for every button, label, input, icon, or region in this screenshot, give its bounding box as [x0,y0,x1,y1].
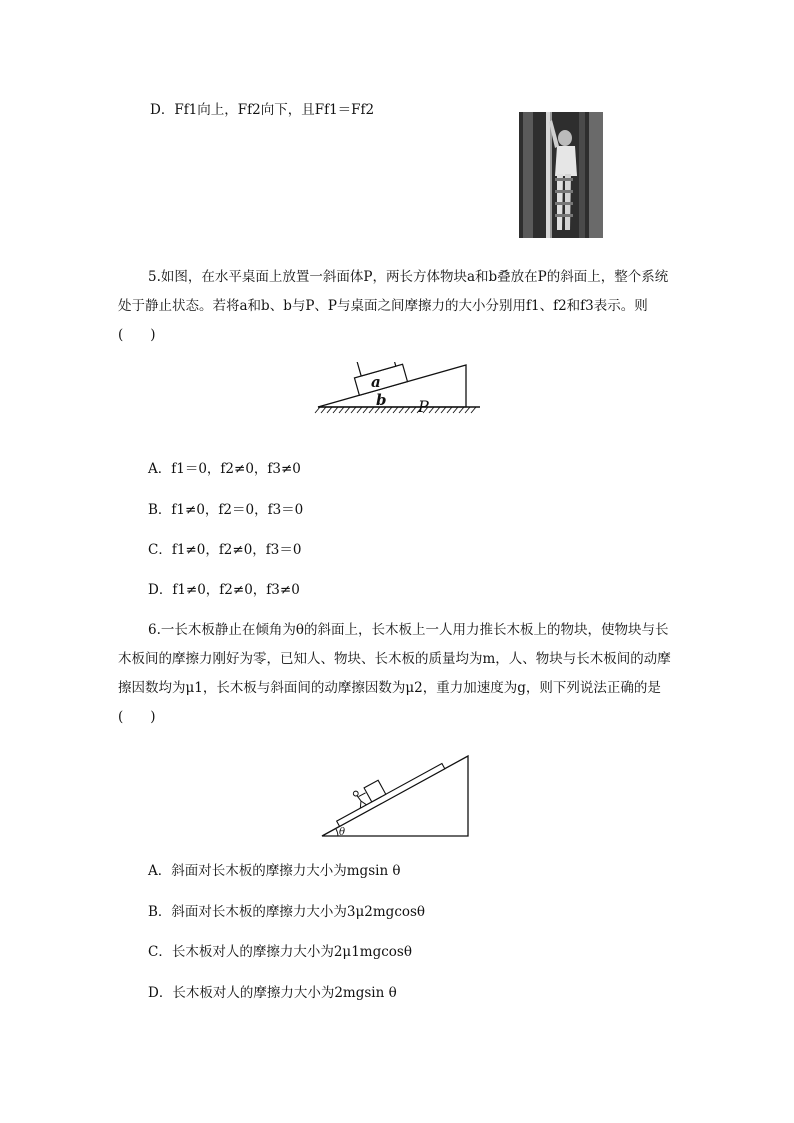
q6-option-b: B．斜面对长木板的摩擦力大小为3μ2mgcosθ [148,904,426,920]
long-board [337,764,445,827]
label-p: P [418,397,429,414]
q5-option-b: B．f1≠0，f2＝0，f3＝0 [148,502,304,518]
climber-image [519,112,603,238]
q6-option-a: A．斜面对长木板的摩擦力大小为mgsin θ [148,863,401,879]
q5-option-d: D．f1≠0，f2≠0，f3≠0 [148,582,300,598]
label-b: b [376,391,387,409]
q6-option-c: C．长木板对人的摩擦力大小为2μ1mgcosθ [148,944,412,960]
q5-option-a: A．f1＝0，f2≠0，f3≠0 [148,461,301,477]
q6-stem: 6.一长木板静止在倾角为θ的斜面上，长木板上一人用力推长木板上的物块，使物块与长木板间的摩擦力刚好为零，已知人、物块、长木板的质量均为m，人、物块与长木板间的动摩擦因数均为μ1，长木板与斜面间的动摩擦因数为μ2，重力加速度为g，则下列说法正确的是( ) [118,622,671,725]
q5-incline-diagram [310,362,485,414]
q4-option-d: D．Ff1向上，Ff2向下，且Ff1＝Ff2 [150,102,375,118]
q6-incline-diagram [318,752,474,842]
climber-photo [519,112,603,238]
label-a: a [371,373,381,391]
q6-option-d: D．长木板对人的摩擦力大小为2mgsin θ [148,985,397,1001]
q5-stem: 5.如图，在水平桌面上放置一斜面体P，两长方体物块a和b叠放在P的斜面上，整个系统处于静止状态。若将a和b、b与P、P与桌面之间摩擦力的大小分别用f1、f2和f3表示。则( ) [118,269,669,343]
q5-option-c: C．f1≠0，f2≠0，f3＝0 [148,542,302,558]
angle-label: θ [339,827,346,838]
